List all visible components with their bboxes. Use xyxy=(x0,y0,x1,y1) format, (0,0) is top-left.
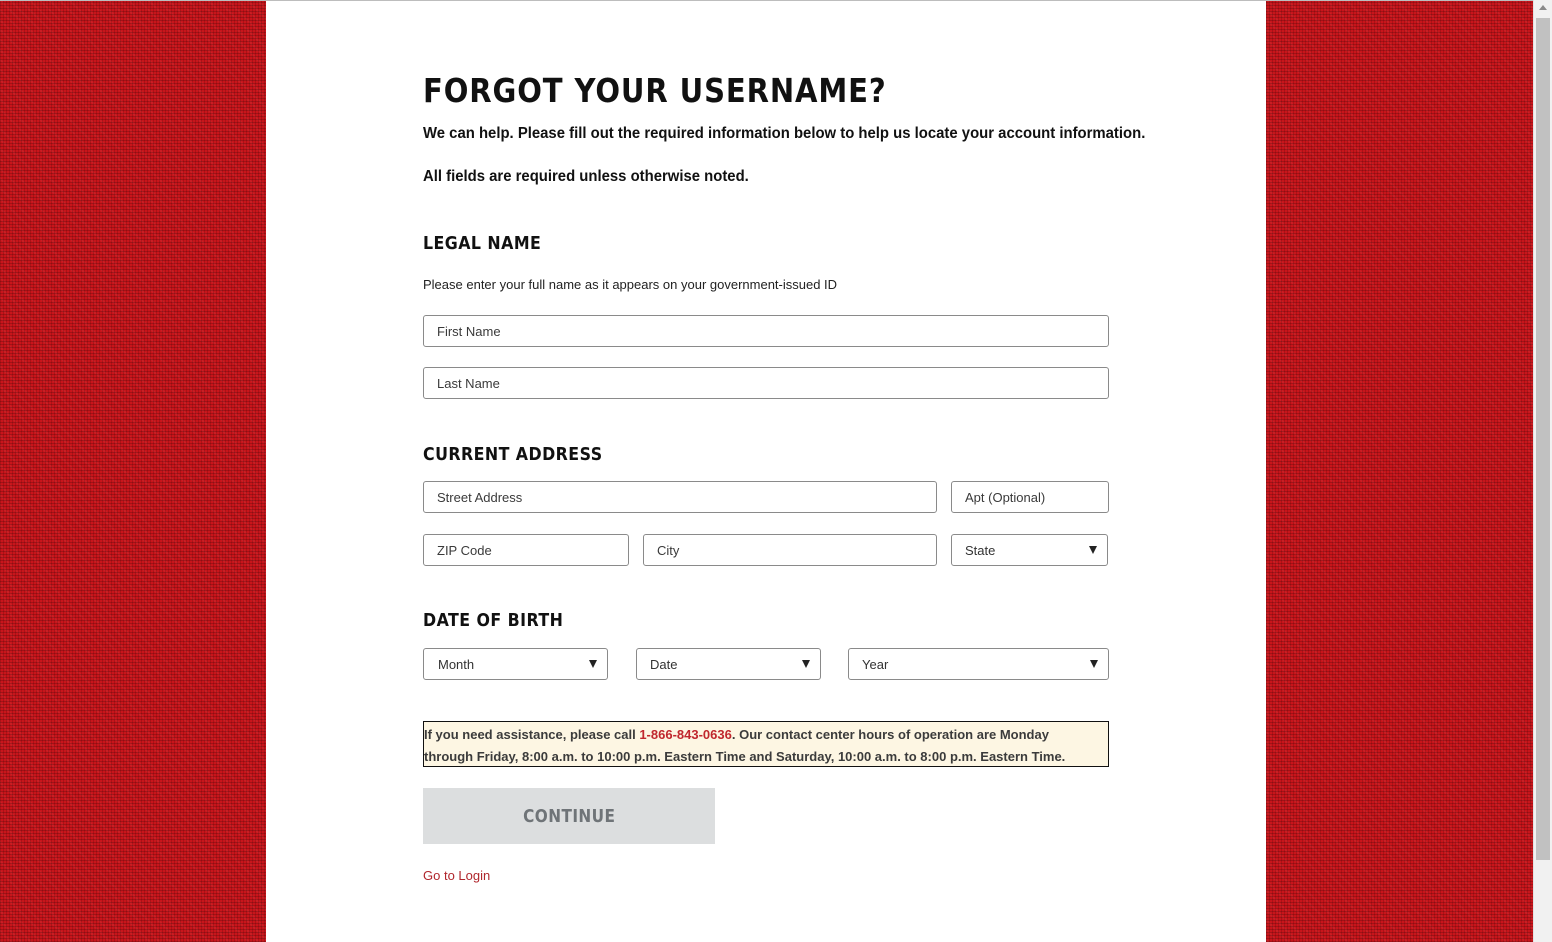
intro-text: We can help. Please fill out the required information below to help us locate your account information. xyxy=(423,125,1146,142)
vertical-scrollbar[interactable] xyxy=(1533,0,1552,942)
year-select-value: Year xyxy=(862,657,889,672)
chevron-down-icon xyxy=(1090,660,1098,668)
phone-link[interactable]: 1-866-843-0636 xyxy=(639,727,732,742)
chevron-down-icon xyxy=(589,660,597,668)
main-panel xyxy=(266,1,1266,942)
date-select[interactable] xyxy=(636,648,821,680)
notice-text-before: If you need assistance, please call xyxy=(424,727,640,742)
continue-label: CONTINUE xyxy=(522,805,616,827)
city-input[interactable] xyxy=(643,534,937,566)
chevron-down-icon xyxy=(1089,546,1097,554)
month-select-value: Month xyxy=(438,657,475,672)
street-address-input[interactable] xyxy=(423,481,937,513)
chevron-down-icon xyxy=(802,660,810,668)
current-address-heading: CURRENT ADDRESS xyxy=(423,444,603,465)
state-select-value: State xyxy=(965,543,996,558)
assistance-notice xyxy=(423,721,1109,767)
scroll-up-arrow-icon[interactable] xyxy=(1539,5,1547,10)
continue-button[interactable] xyxy=(423,788,715,844)
required-note: All fields are required unless otherwise noted. xyxy=(423,168,749,185)
state-select[interactable] xyxy=(951,534,1108,566)
legal-name-hint: Please enter your full name as it appears on your government-issued ID xyxy=(423,277,838,292)
page-title: FORGOT YOUR USERNAME? xyxy=(423,71,887,110)
scrollbar-thumb[interactable] xyxy=(1536,18,1550,860)
first-name-input[interactable] xyxy=(423,315,1109,347)
date-select-value: Date xyxy=(650,657,678,672)
date-of-birth-heading: DATE OF BIRTH xyxy=(423,610,564,631)
apt-input[interactable] xyxy=(951,481,1109,513)
year-select[interactable] xyxy=(848,648,1109,680)
notice-text-after: . Our contact center hours of operation are Monday through Friday, 8:00 a.m. to 10:00 p.m. Eastern Time and Saturday, 10:00 a.m. to 8:00 p.m. Eastern Time. xyxy=(424,727,1066,764)
legal-name-heading: LEGAL NAME xyxy=(423,233,542,254)
last-name-input[interactable] xyxy=(423,367,1109,399)
month-select[interactable] xyxy=(423,648,608,680)
go-to-login-link[interactable]: Go to Login xyxy=(423,868,491,883)
zip-code-input[interactable] xyxy=(423,534,629,566)
